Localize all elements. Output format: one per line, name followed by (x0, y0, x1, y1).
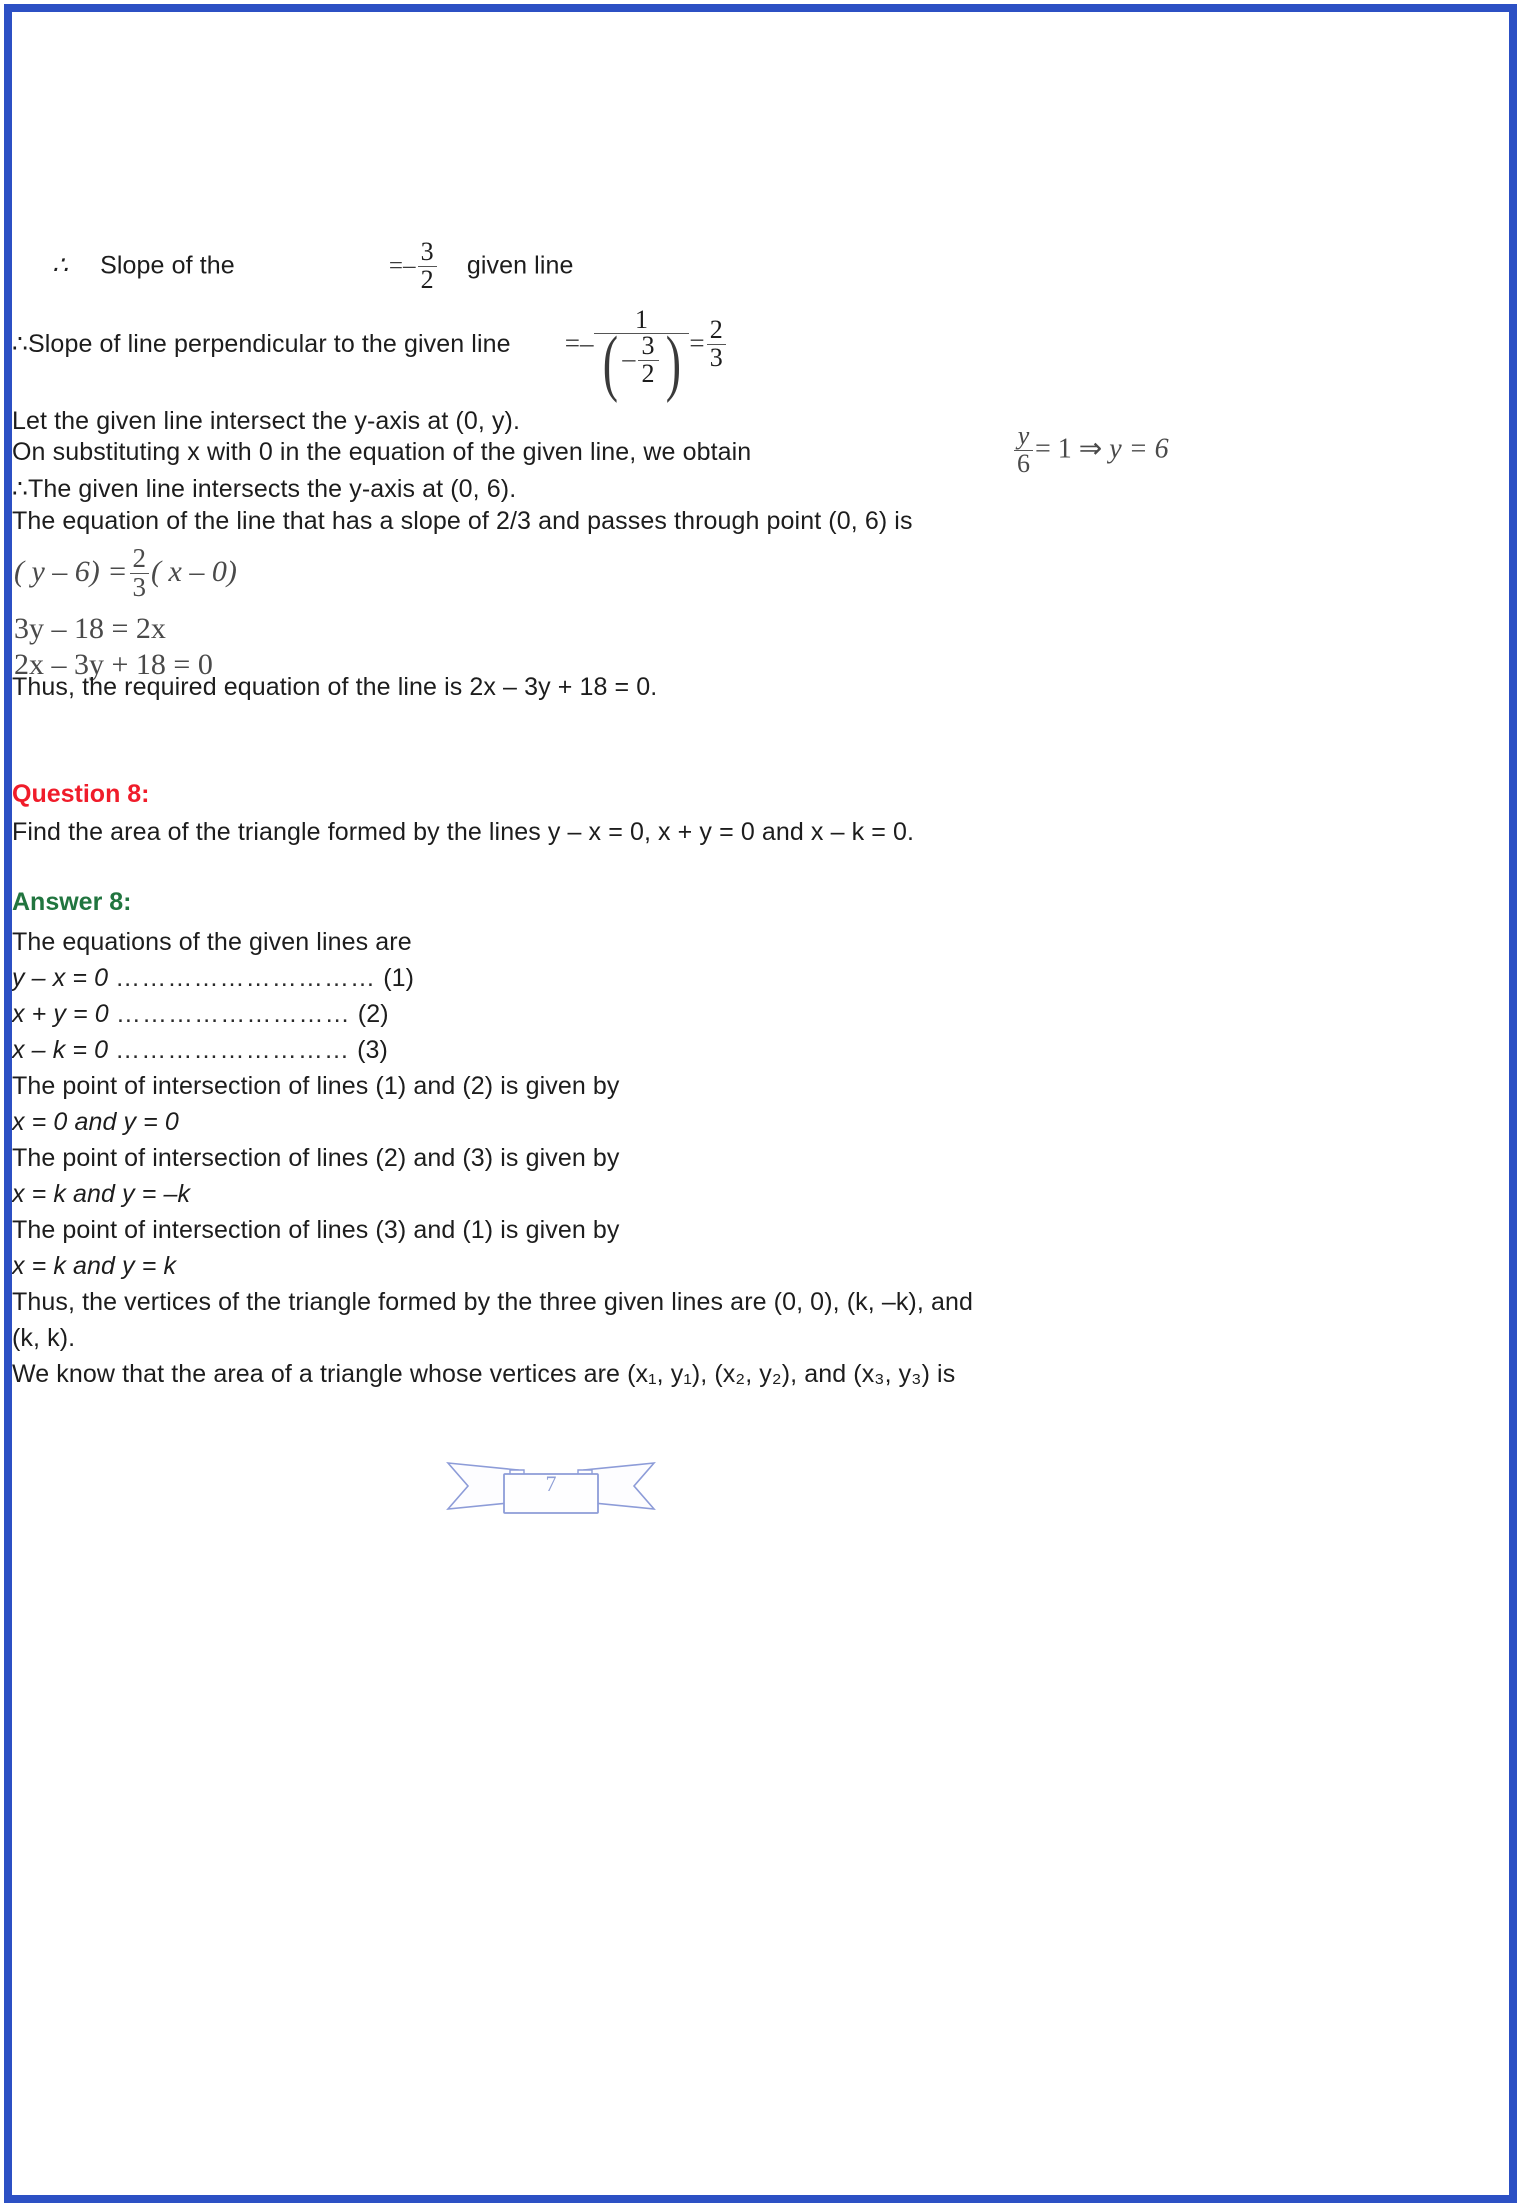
equation-1-expr: y – x = 0 (12, 964, 109, 992)
body-line-equation-slope-two-thirds: The equation of the line that has a slope of 2/3 and passes through point (0, 6) is (12, 507, 913, 535)
answer-8-step-1: The point of intersection of lines (1) and (2) is given by (12, 1072, 620, 1100)
answer-8-step-6: x = k and y = k (12, 1252, 177, 1280)
question-8-text: Find the area of the triangle formed by the lines y – x = 0, x + y = 0 and x – k = 0. (12, 818, 915, 846)
y-over-6-fraction (1014, 423, 1033, 477)
slope-fraction-numerator: 3 (418, 239, 437, 267)
perp-minus: – (580, 327, 594, 358)
derivation-step-3: 2x – 3y + 18 = 0 (14, 648, 213, 681)
equation-2-expr: x + y = 0 (12, 1000, 109, 1028)
question-8-heading: Question 8: (12, 780, 150, 808)
answer-8-step-3: The point of intersection of lines (2) and (3) is given by (12, 1144, 620, 1172)
slope-equals: = (388, 252, 404, 280)
equation-3-leader: ……………………… (115, 1036, 351, 1064)
slope-minus: – (403, 252, 416, 280)
y-over-6-numerator: y (1014, 423, 1033, 451)
answer-8-vertices-line-2: (k, k). (12, 1324, 76, 1352)
slope-fraction-denominator: 2 (420, 264, 434, 294)
equation-2-number: (2) (357, 1000, 389, 1028)
answer-8-equation-1 (12, 962, 414, 994)
page-content-sheet (12, 12, 1509, 2195)
answer-8-intro: The equations of the given lines are (12, 928, 412, 956)
perp-inner-numerator: 3 (638, 333, 659, 361)
answer-8-step-4: x = k and y = –k (12, 1180, 191, 1208)
derivation-step-1-right: ( x – 0) (151, 554, 237, 588)
answer-8-step-2: x = 0 and y = 0 (12, 1108, 179, 1136)
body-line-substituting: On substituting x with 0 in the equation of the given line, we obtain (12, 438, 752, 466)
perp-inner-fraction (638, 333, 659, 387)
derivation-step-1 (14, 543, 237, 602)
answer-8-heading: Answer 8: (12, 888, 132, 916)
answer-8-step-5: The point of intersection of lines (3) and (1) is given by (12, 1216, 620, 1244)
answer-8-equation-3 (12, 1034, 388, 1066)
perp-equals-2: = (689, 327, 705, 358)
equation-3-number: (3) (357, 1036, 388, 1064)
perpendicular-slope-line (12, 304, 728, 405)
y-over-6-equation (1012, 421, 1169, 478)
equation-1-number: (1) (383, 964, 415, 992)
perp-result-numerator: 2 (707, 317, 726, 345)
derivation-step-1-fraction (130, 545, 150, 601)
perp-equals: = (564, 327, 581, 358)
perp-outer-denominator: ( – $\frac{3}{2}$ ) (602, 322, 681, 405)
perp-complex-fraction (594, 305, 690, 405)
derivation-step-1-denominator: 3 (132, 571, 147, 602)
equals-one: = 1 (1035, 433, 1072, 465)
perp-inner-minus: – (622, 344, 636, 374)
answer-8-equation-2 (12, 998, 389, 1030)
body-line-intersect-yaxis: Let the given line intersect the y-axis at (0, y). (12, 407, 521, 435)
perp-result-denominator: 3 (709, 342, 723, 372)
equation-1-leader: ………………………… (115, 964, 377, 992)
implies-arrow: ⇒ (1078, 433, 1103, 465)
derivation-step-2: 3y – 18 = 2x (14, 612, 166, 645)
equation-2-leader: ……………………… (115, 1000, 351, 1028)
perpendicular-slope-label: ∴Slope of line perpendicular to the given line (12, 329, 511, 358)
perp-result-fraction (707, 317, 726, 371)
answer-8-area-intro: We know that the area of a triangle whose vertices are (x₁, y₁), (x₂, y₂), and (x₃, y₃) is (12, 1360, 956, 1388)
conclusion-line: Thus, the required equation of the line is 2x – 3y + 18 = 0. (12, 673, 658, 701)
slope-line (52, 237, 574, 294)
y-equals-six: y = 6 (1109, 433, 1169, 465)
perp-inner-denominator: 2 (641, 358, 655, 388)
y-over-6-denominator: 6 (1017, 448, 1030, 478)
therefore-symbol: ∴ (52, 251, 69, 280)
slope-tail: given line (466, 251, 574, 280)
derivation-step-1-numerator: 2 (130, 545, 150, 574)
page-number-label: 7 (545, 1471, 557, 1496)
derivation-step-1-left: ( y – 6) = (14, 554, 128, 588)
perp-outer-numerator: 1 (594, 306, 690, 334)
body-line-intersects-at-0-6: ∴The given line intersects the y-axis at (0, 6). (12, 475, 517, 503)
answer-8-vertices-line-1: Thus, the vertices of the triangle formed by the three given lines are (0, 0), (k, –k), and (12, 1288, 973, 1316)
equation-3-expr: x – k = 0 (12, 1036, 109, 1064)
slope-label: Slope of the (100, 251, 235, 280)
slope-fraction (418, 239, 437, 293)
